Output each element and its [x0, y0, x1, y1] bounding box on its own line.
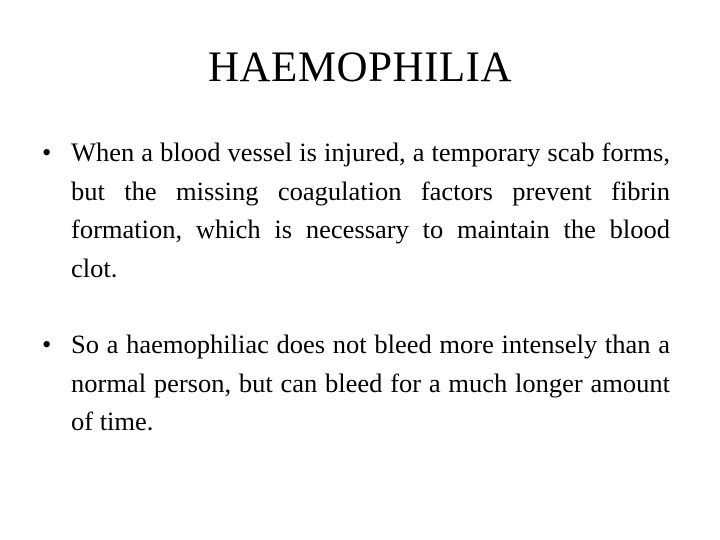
bullet-item	[42, 133, 670, 287]
bullet-text: So a haemophiliac does not bleed more intensely than a normal person, but can bleed for a much longer amount of time.	[71, 329, 670, 436]
bullet-marker: •	[42, 329, 52, 359]
bullet-list	[42, 133, 670, 441]
bullet-marker: •	[42, 137, 52, 167]
bullet-item	[42, 325, 670, 441]
slide-title: HAEMOPHILIA	[207, 44, 513, 91]
bullet-text: When a blood vessel is injured, a temporary scab forms, but the missing coagulation factors prevent fibrin formation, which is necessary to maintain the blood clot.	[71, 137, 670, 283]
